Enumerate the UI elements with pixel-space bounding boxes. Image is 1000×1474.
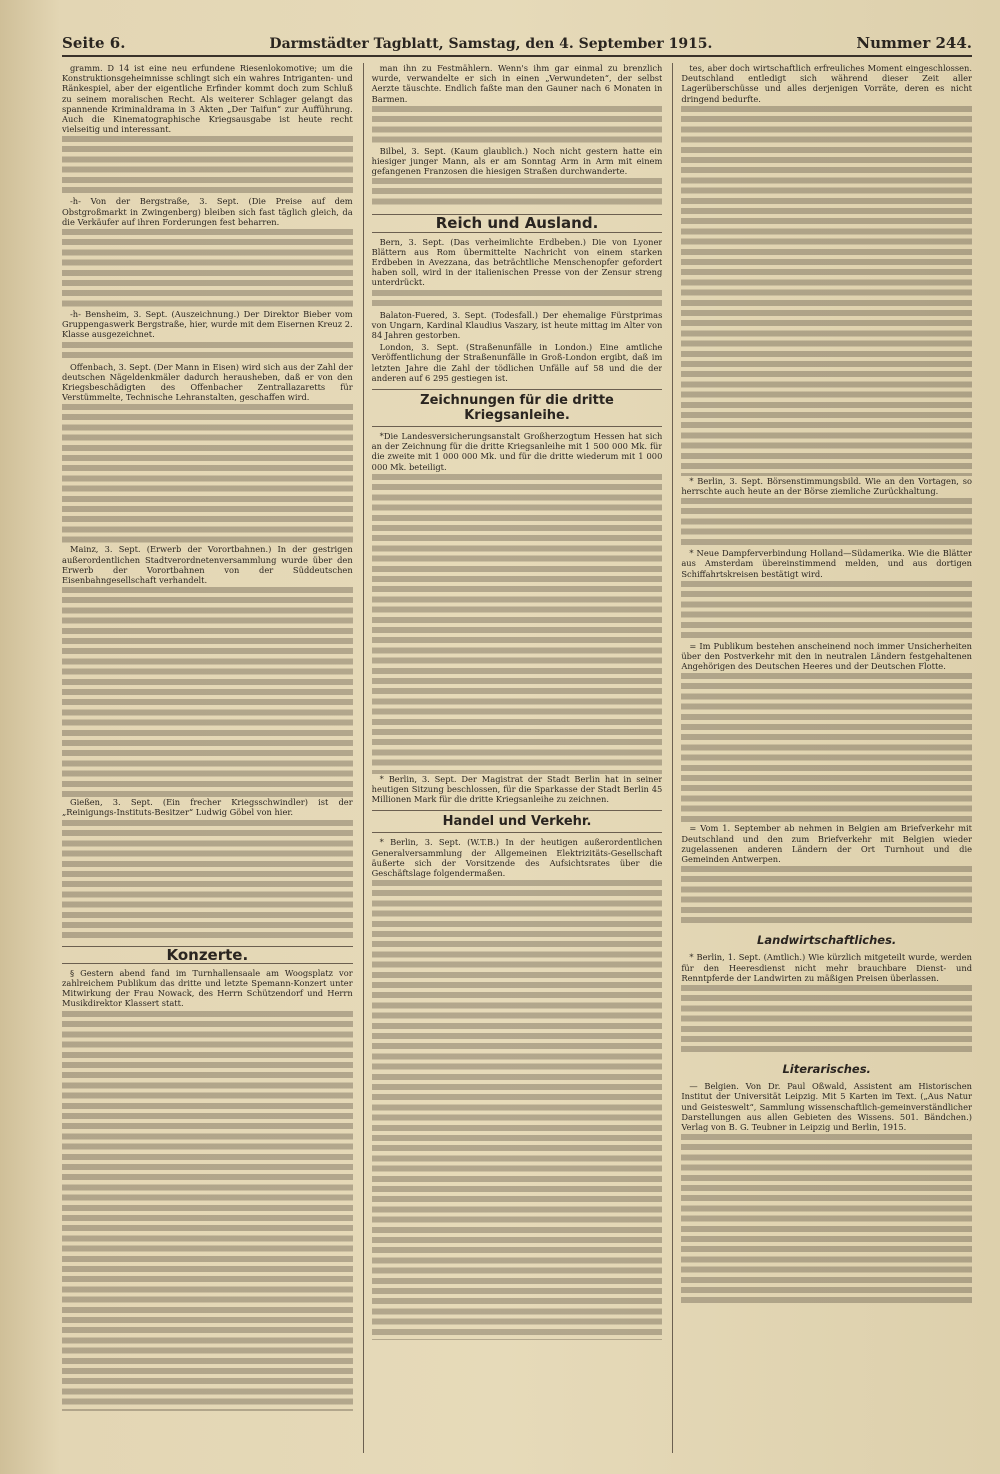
- section-heading: Konzerte.: [62, 946, 353, 964]
- illegible-text: [62, 404, 353, 544]
- newspaper-title: Darmstädter Tagblatt, Samstag, den 4. September 1915.: [269, 36, 713, 52]
- illegible-text: [681, 1134, 972, 1304]
- article-text: London, 3. Sept. (Straßenunfälle in London.) Eine amtliche Veröffentlichung der Straßenunfälle in Groß-London ergibt, daß im letzten Jahre die Zahl der tödlichen Unfälle auf 58 und die der anderen auf 6 295 gestiegen ist.: [371, 342, 663, 383]
- article-text: -h- Von der Bergstraße, 3. Sept. (Die Preise auf dem Obstgroßmarkt in Zwingenberg) bleiben sich fast täglich gleich, da die Verkäufer auf ihren Forderungen fest beharren.: [62, 196, 353, 227]
- article-text: Gießen, 3. Sept. (Ein frecher Kriegsschwindler) ist der „Reinigungs-Instituts-Besitzer“ Ludwig Göbel von hier.: [62, 797, 353, 818]
- illegible-text: [681, 106, 972, 476]
- article-text: gramm. D 14 ist eine neu erfundene Riesenlokomotive; um die Konstruktionsgeheimnisse schlingt sich ein wahres Intriganten- und Ränkespiel, aber der eigentliche Erfinder kommt doch zum Schluß zu seinem moralischen Recht. Als weiterer Schlager gelangt das spannende Kriminaldrama in 3 Akten „Der Taifun“ zur Aufführung. Auch die Kinematographische Kriegsausgabe ist heute recht vielseitig und interessant.: [62, 63, 353, 135]
- article-text: § Gestern abend fand im Turnhallensaale am Woogsplatz vor zahlreichem Publikum das dritte und letzte Spemann-Konzert unter Mitwirkung der Frau Nowack, des Herrn Schützendorf und Herrn Musikdirektor Klassert statt.: [62, 967, 353, 1009]
- article-text: Bern, 3. Sept. (Das verheimlichte Erdbeben.) Die von Lyoner Blättern aus Rom übermittelte Nachricht von einem starken Erdbeben in Avezzana, das beträchtliche Menschenopfer gefordert haben soll, wird in der italienischen Presse von der Zensur streng unterdrückt.: [371, 236, 663, 288]
- section-heading: Handel und Verkehr.: [372, 810, 663, 833]
- illegible-text: [372, 178, 663, 208]
- article-text: = Im Publikum bestehen anscheinend noch immer Unsicherheiten über den Postverkehr mit den in neutralen Ländern festgehaltenen Angehörigen des Deutschen Heeres und der Deutschen Flotte.: [681, 640, 973, 672]
- column-2: [363, 63, 663, 1453]
- illegible-text: [62, 587, 353, 797]
- illegible-text: [372, 474, 663, 774]
- article-text: man ihn zu Festmählern. Wenn's ihm gar einmal zu brenzlich wurde, verwandelte er sich in einen „Verwundeten“, der selbst Aerzte täuschte. Endlich faßte man den Gauner nach 6 Monaten in Barmen.: [371, 63, 663, 104]
- column-3: [672, 63, 972, 1453]
- illegible-text: [681, 866, 972, 926]
- article-text: = Vom 1. September ab nehmen in Belgien am Briefverkehr mit Deutschland und den zum Briefverkehr mit Belgien wieder zugelassenen anderen Ländern der Ort Turnhout und die Gemeinden Antwerpen.: [681, 823, 973, 865]
- illegible-text: [62, 229, 353, 309]
- column-1: [62, 63, 353, 1453]
- page-number: Seite 6.: [62, 34, 126, 52]
- article-text: Mainz, 3. Sept. (Erwerb der Vorortbahnen.) In der gestrigen außerordentlichen Stadtverordnetenversammlung wurde über den Erwerb der Vorortbahnen von der Süddeutschen Eisenbahngesellschaft verhandelt.: [62, 544, 353, 586]
- section-heading: Literarisches.: [782, 1062, 871, 1077]
- article-text: Bilbel, 3. Sept. (Kaum glaublich.) Noch nicht gestern hatte ein hiesiger junger Mann, als er am Sonntag Arm in Arm mit einem gefangenen Franzosen die hiesigen Straßen durchwanderte.: [371, 145, 663, 177]
- illegible-text: [681, 985, 972, 1055]
- illegible-text: [372, 880, 663, 1340]
- article-text: tes, aber doch wirtschaftlich erfreuliches Moment eingeschlossen. Deutschland entledigt sich während dieser Zeit aller Lagerüberschüsse und alles derjenigen Vorräte, deren es nicht dringend bedurfte.: [681, 63, 973, 104]
- columns: [62, 63, 972, 1453]
- illegible-text: [62, 820, 353, 940]
- illegible-text: [62, 1011, 353, 1411]
- article-text: -h- Bensheim, 3. Sept. (Auszeichnung.) Der Direktor Bieber vom Gruppengaswerk Bergstraße, hier, wurde mit dem Eisernen Kreuz 2. Klasse ausgezeichnet.: [62, 309, 353, 340]
- illegible-text: [681, 581, 972, 641]
- illegible-text: [62, 136, 353, 196]
- article-text: Balaton-Fuered, 3. Sept. (Todesfall.) Der ehemalige Fürstprimas von Ungarn, Kardinal Klaudius Vaszary, ist heute mittag im Alter von 84 Jahren gestorben.: [371, 309, 663, 341]
- article-text: * Berlin, 3. Sept. Der Magistrat der Stadt Berlin hat in seiner heutigen Sitzung beschlossen, für die Sparkasse der Stadt Berlin 45 Millionen Mark für die dritte Kriegsanleihe zu zeichnen.: [371, 773, 663, 805]
- illegible-text: [372, 290, 663, 310]
- issue-number: Nummer 244.: [856, 34, 972, 52]
- illegible-text: [681, 498, 972, 548]
- article-text: * Berlin, 3. Sept. Börsenstimmungsbild. Wie an den Vortagen, so herrschte auch heute an der Börse ziemliche Zurückhaltung.: [681, 475, 973, 497]
- article-text: * Berlin, 3. Sept. (W.T.B.) In der heutigen außerordentlichen Generalversammlung der Allgemeinen Elektrizitäts-Gesellschaft äußerte sich der Vorsitzende des Aufsichtsrates über die Geschäftslage folgendermaßen.: [371, 837, 663, 879]
- section-heading: Reich und Ausland.: [372, 214, 663, 232]
- article-text: * Berlin, 1. Sept. (Amtlich.) Wie kürzlich mitgeteilt wurde, werden für den Heeresdienst nicht mehr brauchbare Dienst- und Renntpferde der Landwirten zu mäßigen Preisen überlassen.: [681, 952, 973, 983]
- illegible-text: [681, 673, 972, 823]
- article-text: Offenbach, 3. Sept. (Der Mann in Eisen) wird sich aus der Zahl der deutschen Nägeldenkmäler dadurch herausheben, daß er von den Kriegsbeschädigten des Offenbacher Zentrallazaretts für Verstümmelte, Technische Lehranstalten, geschaffen wird.: [62, 361, 353, 403]
- section-heading: Landwirtschaftliches.: [757, 933, 897, 948]
- article-text: — Belgien. Von Dr. Paul Oßwald, Assistent am Historischen Institut der Universität Leipzig. Mit 5 Karten im Text. („Aus Natur und Geisteswelt“, Sammlung wissenschaftlich-gemeinverständlicher Darstellungen aus allen Gebieten des Wissens. 501. Bändchen.) Verlag von B. G. Teubner in Leipzig und Berlin, 1915.: [681, 1081, 973, 1133]
- illegible-text: [372, 106, 663, 146]
- section-heading: Zeichnungen für die dritte Kriegsanleihe.: [372, 389, 663, 427]
- article-text: *Die Landesversicherungsanstalt Großherzogtum Hessen hat sich an der Zeichnung für die dritte Kriegsanleihe mit 1 500 000 Mk. für die zweite mit 1 000 000 Mk. und für die dritte wiederum mit 1 000 000 Mk. beteiligt.: [371, 431, 663, 472]
- masthead: [62, 34, 972, 57]
- illegible-text: [62, 342, 353, 362]
- article-text: * Neue Dampferverbindung Holland—Südamerika. Wie die Blätter aus Amsterdam übereinstimmend melden, und aus dortigen Schiffahrtskreisen bestätigt wird.: [681, 548, 973, 579]
